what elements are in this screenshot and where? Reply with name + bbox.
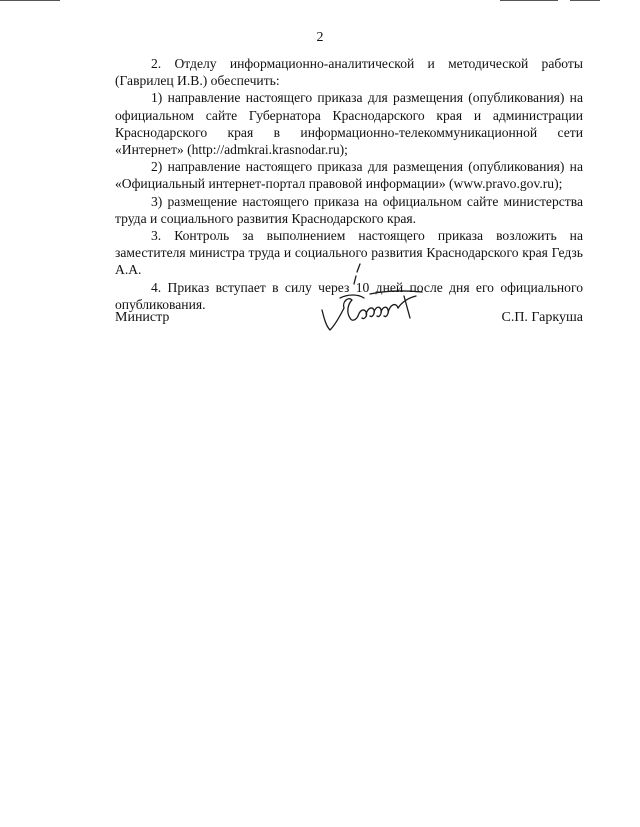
paragraph-section-4: 4. Приказ вступает в силу через 10 дней после дня его официального опубликования. <box>115 279 583 312</box>
paragraph-section-2: 2. Отделу информационно-аналитической и методической работы (Гаврилец И.В.) обеспечить: <box>115 56 583 89</box>
signatory-title: Министр <box>115 310 170 325</box>
paragraph-item-3: 3) размещение настоящего приказа на официальном сайте министерства труда и социального развития Краснодарского края. <box>115 193 583 226</box>
paragraph-section-3: 3. Контроль за выполнением настоящего приказа возложить на заместителя министра труда и социального развития Краснодарского края Гедзь А.А. <box>115 228 583 278</box>
paragraph-item-1: 1) направление настоящего приказа для размещения (опубликования) на официальном сайте Губернатора Краснодарского края и администрации Краснодарского края в информационно-телекоммуникационной сети «Интернет» (http://admkrai.krasnodar.ru); <box>115 90 583 158</box>
scan-edge-mark-right <box>500 0 558 1</box>
page-number: 2 <box>316 30 324 45</box>
scan-edge-mark-right-small <box>570 0 600 1</box>
handwritten-signature <box>318 258 438 338</box>
scan-edge-mark-left <box>0 0 60 1</box>
paragraph-item-2: 2) направление настоящего приказа для размещения (опубликования) на «Официальный интернет-портал правовой информации» (www.pravo.gov.ru); <box>115 159 583 192</box>
signatory-name: С.П. Гаркуша <box>501 310 583 325</box>
